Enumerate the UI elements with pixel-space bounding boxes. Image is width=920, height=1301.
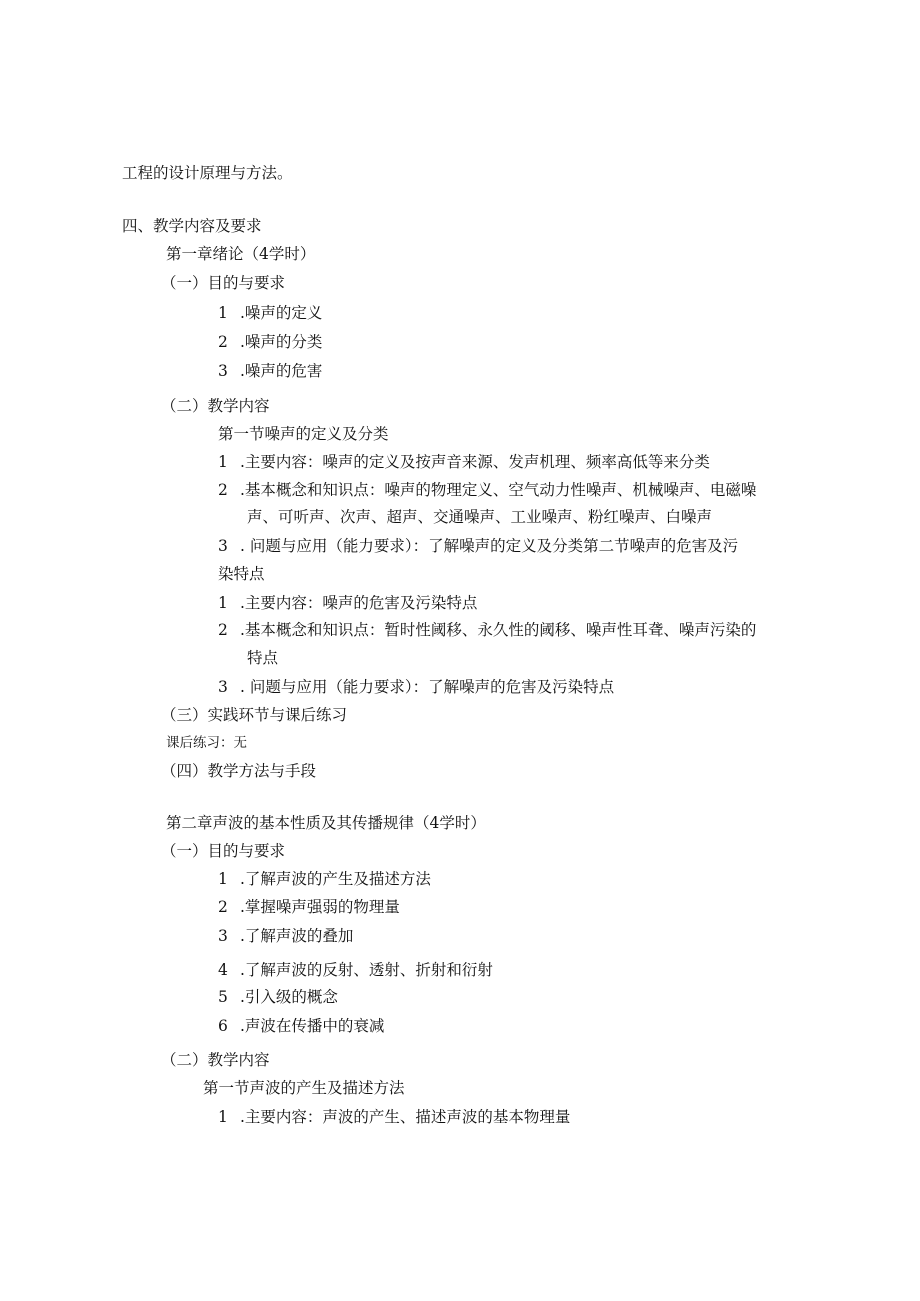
section-heading: 四、教学内容及要求	[122, 217, 262, 235]
list-text: .引入级的概念	[240, 988, 338, 1006]
list-text: .基本概念和知识点：噪声的物理定义、空气动力性噪声、机械噪声、电磁噪	[240, 481, 757, 499]
list-text: .主要内容：噪声的危害及污染特点	[240, 594, 478, 612]
list-number: 1	[218, 1108, 228, 1126]
subsection-heading: （二）教学内容	[161, 1051, 270, 1069]
list-item	[218, 303, 322, 323]
intro-line: 工程的设计原理与方法。	[122, 164, 293, 182]
list-item	[218, 480, 756, 500]
list-text: .了解声波的产生及描述方法	[240, 870, 431, 888]
list-item	[218, 620, 756, 640]
subsection-heading: （一）目的与要求	[161, 842, 286, 860]
chapter-title: 第二章声波的基本性质及其传播规律（4学时）	[166, 814, 486, 832]
list-number: 3	[218, 927, 228, 945]
list-text: . 问题与应用（能力要求）：了解噪声的危害及污染特点	[240, 678, 615, 696]
list-item	[218, 987, 338, 1007]
list-text: . 问题与应用（能力要求）：了解噪声的定义及分类第二节噪声的危害及污	[240, 537, 739, 555]
list-continuation: 特点	[247, 649, 279, 667]
list-text: .声波在传播中的衰减	[240, 1017, 385, 1035]
section-title: 第一节噪声的定义及分类	[218, 425, 389, 443]
list-number: 1	[218, 453, 228, 471]
list-text: .基本概念和知识点：暂时性阈移、永久性的阈移、噪声性耳聋、噪声污染的	[240, 621, 757, 639]
list-number: 5	[218, 988, 228, 1006]
list-text: .主要内容：声波的产生、描述声波的基本物理量	[240, 1108, 571, 1126]
list-item	[218, 926, 353, 946]
list-number: 2	[218, 898, 228, 916]
practice-note: 课后练习：无	[166, 735, 247, 751]
list-number: 3	[218, 678, 228, 696]
subsection-heading: （一）目的与要求	[161, 274, 286, 292]
list-item	[218, 897, 400, 917]
list-number: 2	[218, 333, 228, 351]
list-text: .噪声的危害	[240, 362, 323, 380]
list-number: 2	[218, 621, 228, 639]
list-item	[218, 361, 322, 381]
list-number: 3	[218, 537, 228, 555]
list-text: .掌握噪声强弱的物理量	[240, 898, 400, 916]
list-item	[218, 593, 477, 613]
list-item	[218, 1107, 570, 1127]
list-number: 1	[218, 594, 228, 612]
subsection-heading: （四）教学方法与手段	[161, 762, 317, 780]
list-text: .了解声波的叠加	[240, 927, 354, 945]
list-number: 6	[218, 1017, 228, 1035]
list-number: 4	[218, 961, 228, 979]
list-text: .了解声波的反射、透射、折射和衍射	[240, 961, 493, 979]
subsection-heading: （三）实践环节与课后练习	[161, 706, 348, 724]
list-number: 3	[218, 362, 228, 380]
list-item	[218, 452, 710, 472]
list-number: 1	[218, 304, 228, 322]
chapter-title: 第一章绪论（4学时）	[166, 245, 316, 263]
list-item	[218, 332, 322, 352]
list-text: .主要内容：噪声的定义及按声音来源、发声机理、频率高低等来分类	[240, 453, 710, 471]
list-text: .噪声的分类	[240, 333, 323, 351]
list-item	[218, 677, 614, 697]
section-title: 第一节声波的产生及描述方法	[203, 1079, 405, 1097]
list-number: 2	[218, 481, 228, 499]
list-item	[218, 960, 493, 980]
list-continuation: 声、可听声、次声、超声、交通噪声、工业噪声、粉红噪声、白噪声	[247, 508, 713, 526]
subsection-heading: （二）教学内容	[161, 397, 270, 415]
list-item	[218, 869, 431, 889]
list-continuation: 染特点	[218, 565, 265, 583]
list-item	[218, 1016, 384, 1036]
list-text: .噪声的定义	[240, 304, 323, 322]
list-item	[218, 536, 738, 556]
list-number: 1	[218, 870, 228, 888]
